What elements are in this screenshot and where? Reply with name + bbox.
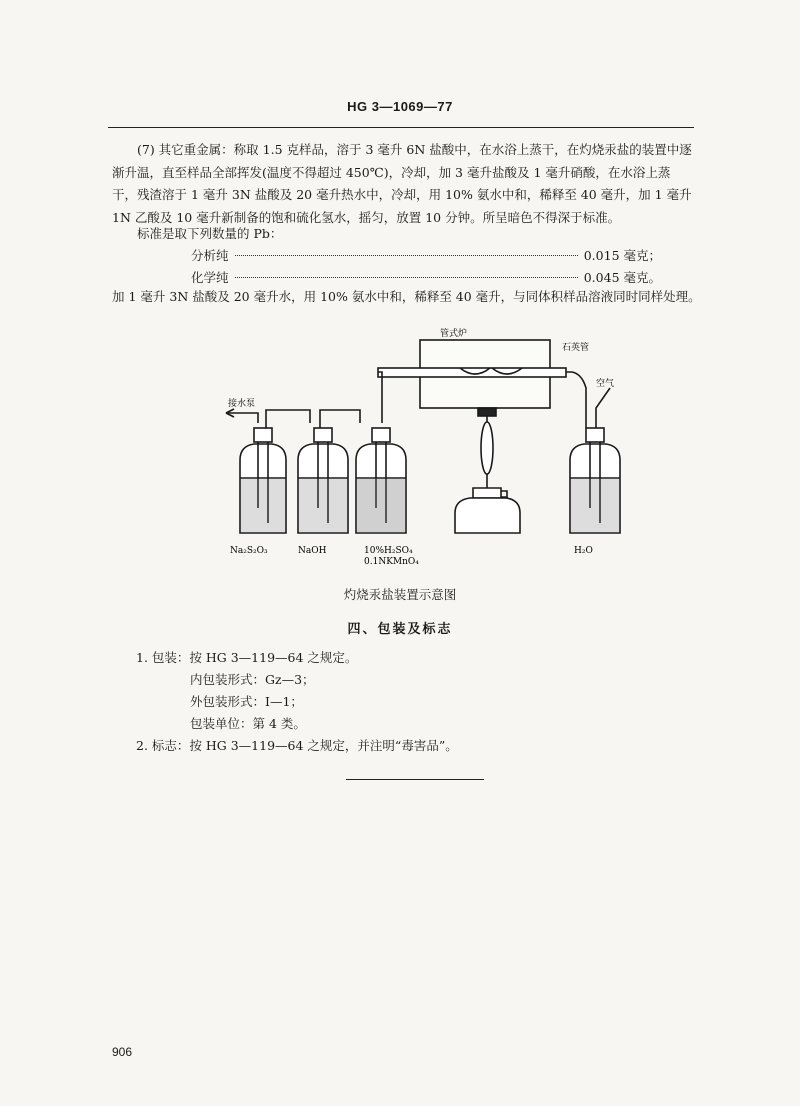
addition-paragraph: 加 1 毫升 3N 盐酸及 20 毫升水，用 10% 氨水中和，稀释至 40 毫升，与同体积样品溶液同时同样处理。: [112, 289, 701, 304]
page-number: 906: [112, 1045, 133, 1059]
grade-name: 化学纯: [191, 270, 229, 285]
document-header: HG 3—1069—77: [347, 99, 453, 114]
standard-intro: 标准是取下列数量的 Pb：: [137, 226, 283, 241]
dot-leader: [235, 277, 578, 278]
grade-amount: 0.015 毫克；: [583, 248, 661, 263]
end-rule: [346, 779, 484, 780]
label-quartz-tube: 石英管: [562, 343, 590, 353]
grade-amount: 0.045 毫克。: [583, 270, 661, 285]
section-4-heading: 四、包装及标志: [347, 622, 453, 637]
apparatus-diagram: [210, 328, 630, 578]
label-bottle2: NaOH: [298, 546, 327, 556]
inner-packaging: 内包装形式：Gz—3；: [190, 672, 315, 687]
grade-row-chemical: [191, 268, 661, 286]
apparatus-figure: [210, 328, 630, 578]
label-bottle4: H₂O: [574, 546, 593, 556]
marking-item: 2. 标志：按 HG 3—119—64 之规定，并注明“毒害品”。: [136, 738, 458, 753]
label-bottle1: Na₂S₂O₃: [230, 546, 268, 556]
packaging-unit: 包装单位：第 4 类。: [190, 716, 306, 731]
outer-packaging: 外包装形式：Ⅰ—1；: [190, 694, 303, 709]
label-furnace: 管式炉: [440, 329, 468, 339]
label-pump: 接水泵: [228, 399, 256, 409]
label-air: 空气: [596, 379, 615, 389]
dot-leader: [235, 255, 578, 256]
grade-row-analytical: [191, 246, 661, 264]
burner: [455, 498, 520, 533]
section-7-paragraph: (7) 其它重金属：称取 1.5 克样品，溶于 3 毫升 6N 盐酸中，在水浴上蒸干，在灼烧汞盐的装置中逐渐升温，直至样品全部挥发(温度不得超过 450℃)，冷却，加 3 毫升盐酸及 1 毫升硝酸，在水浴上蒸干，残渣溶于 1 毫升 3N 盐酸及 20 毫升热水中，冷却，用 10% 氨水中和，稀释至 40 毫升，加 1 毫升 1N 乙酸及 10 毫升新制备的饱和硫化氢水，摇匀，放置 10 分钟。所呈暗色不得深于标准。: [112, 142, 692, 225]
packaging-item: 1. 包装：按 HG 3—119—64 之规定。: [136, 650, 358, 665]
figure-caption: 灼烧汞盐装置示意图: [343, 587, 457, 602]
label-bottle3-line2: 0.1NKMnO₄: [364, 557, 419, 567]
header-rule: [108, 127, 694, 128]
quartz-tube: [378, 368, 566, 377]
grade-name: 分析纯: [191, 248, 229, 263]
label-bottle3-line1: 10%H₂SO₄: [364, 546, 413, 556]
